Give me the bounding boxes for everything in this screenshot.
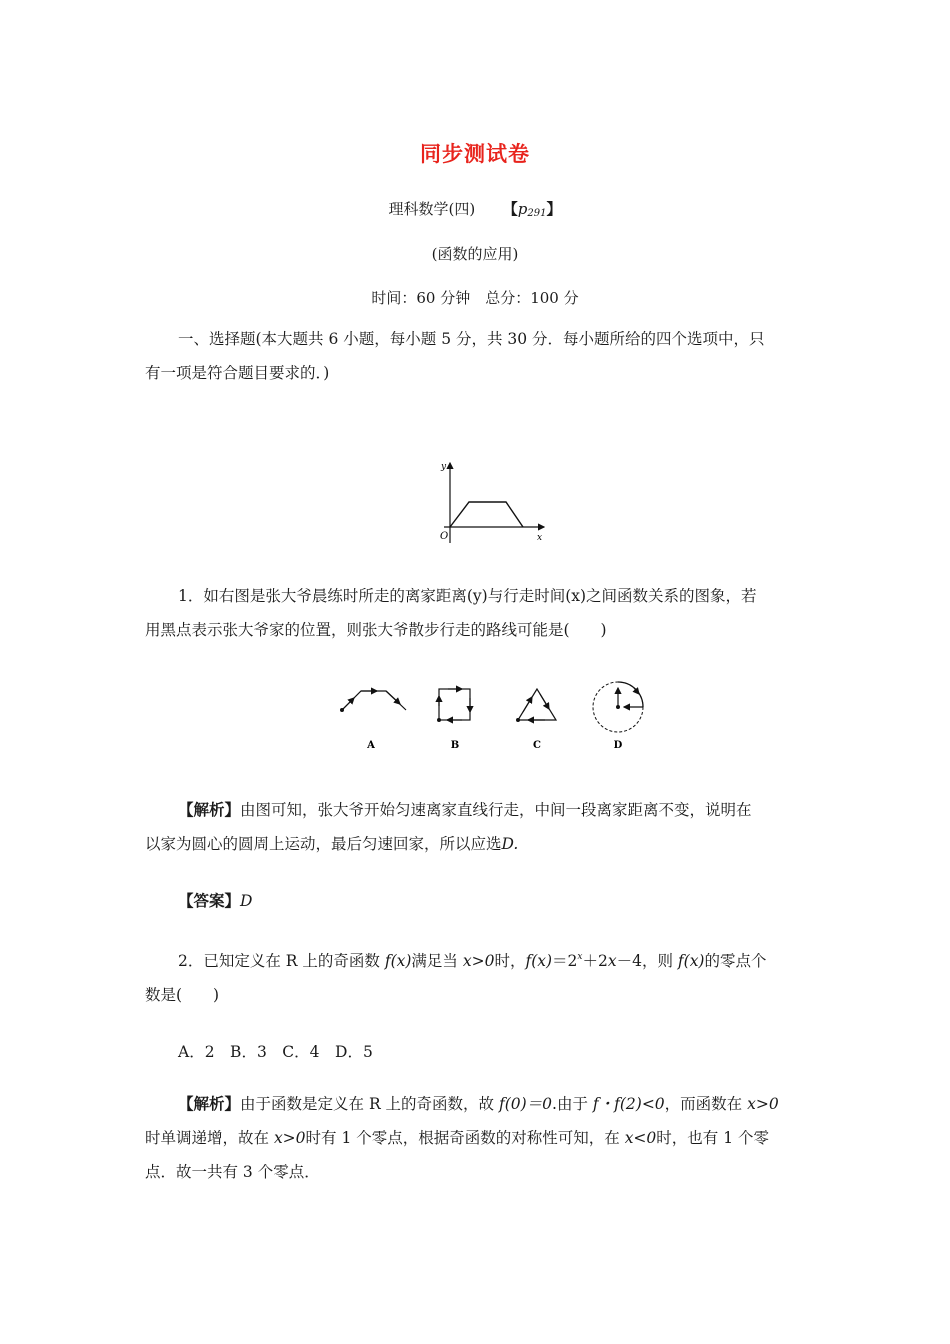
- option-d-route: [593, 682, 643, 732]
- distance-curve: [450, 502, 523, 527]
- option-c-label: C: [533, 740, 541, 751]
- y-axis-label: y: [441, 462, 447, 472]
- question-1-analysis: 【解析】由图可知，张大爷开始匀速离家直线行走，中间一段离家距离不变，说明在 以家为圆心的圆周上运动，最后匀速回家，所以应选D.: [145, 800, 752, 853]
- x-axis-label: x: [537, 533, 543, 543]
- option-d-label: D: [613, 740, 623, 751]
- option-b-route: [437, 689, 470, 722]
- question-2-analysis: 【解析】由于函数是定义在 R 上的奇函数，故 f(0)＝0.由于 f・f(2)<0，而函数在 x>0 时单调递增，故在 x>0时有 1 个零点，根据奇函数的对称性可知，在 x<0时，也有 1 个零 点．故一共有 3 个零点．: [145, 1094, 779, 1181]
- option-a-label: A: [367, 740, 375, 751]
- question-1: 1．如右图是张大爷晨练时所走的离家距离(y)与行走时间(x)之间函数关系的图象，若 用黑点表示张大爷家的位置，则张大爷散步行走的路线可能是( ): [145, 587, 757, 639]
- answer-tag: 【答案】: [178, 891, 241, 910]
- subtitle-text: 理科数学(四): [388, 200, 476, 218]
- exam-time-info: 时间：60 分钟 总分：100 分: [371, 289, 579, 307]
- option-a-route: [340, 691, 406, 712]
- answer-value: D: [240, 892, 253, 910]
- exam-topic: (函数的应用): [431, 245, 519, 263]
- route-options-figure: [330, 676, 660, 758]
- question-2: 2．已知定义在 R 上的奇函数 f(x)满足当 x>0时，$f(x)=2^x+2x-4$，则 f(x)的零点个 数是( ): [145, 952, 767, 1004]
- origin-label: O: [440, 531, 449, 542]
- distance-time-graph: [430, 455, 550, 545]
- section-heading: 一、选择题(本大题共 6 小题，每小题 5 分，共 30 分．每小题所给的四个选项中，只 有一项是符合题目要求的．): [145, 330, 765, 382]
- page-title: 同步测试卷: [420, 142, 530, 166]
- question-1-answer: [145, 884, 810, 918]
- exam-subtitle: [0, 198, 950, 219]
- question-2-options: A．2 B．3 C．4 D．5: [178, 1043, 373, 1061]
- analysis-tag: 【解析】: [178, 800, 241, 819]
- page-reference: 【$p_{291}$】: [502, 200, 562, 219]
- option-c-route: [516, 689, 556, 722]
- option-b-label: B: [450, 740, 460, 751]
- analysis-tag: 【解析】: [178, 1094, 241, 1113]
